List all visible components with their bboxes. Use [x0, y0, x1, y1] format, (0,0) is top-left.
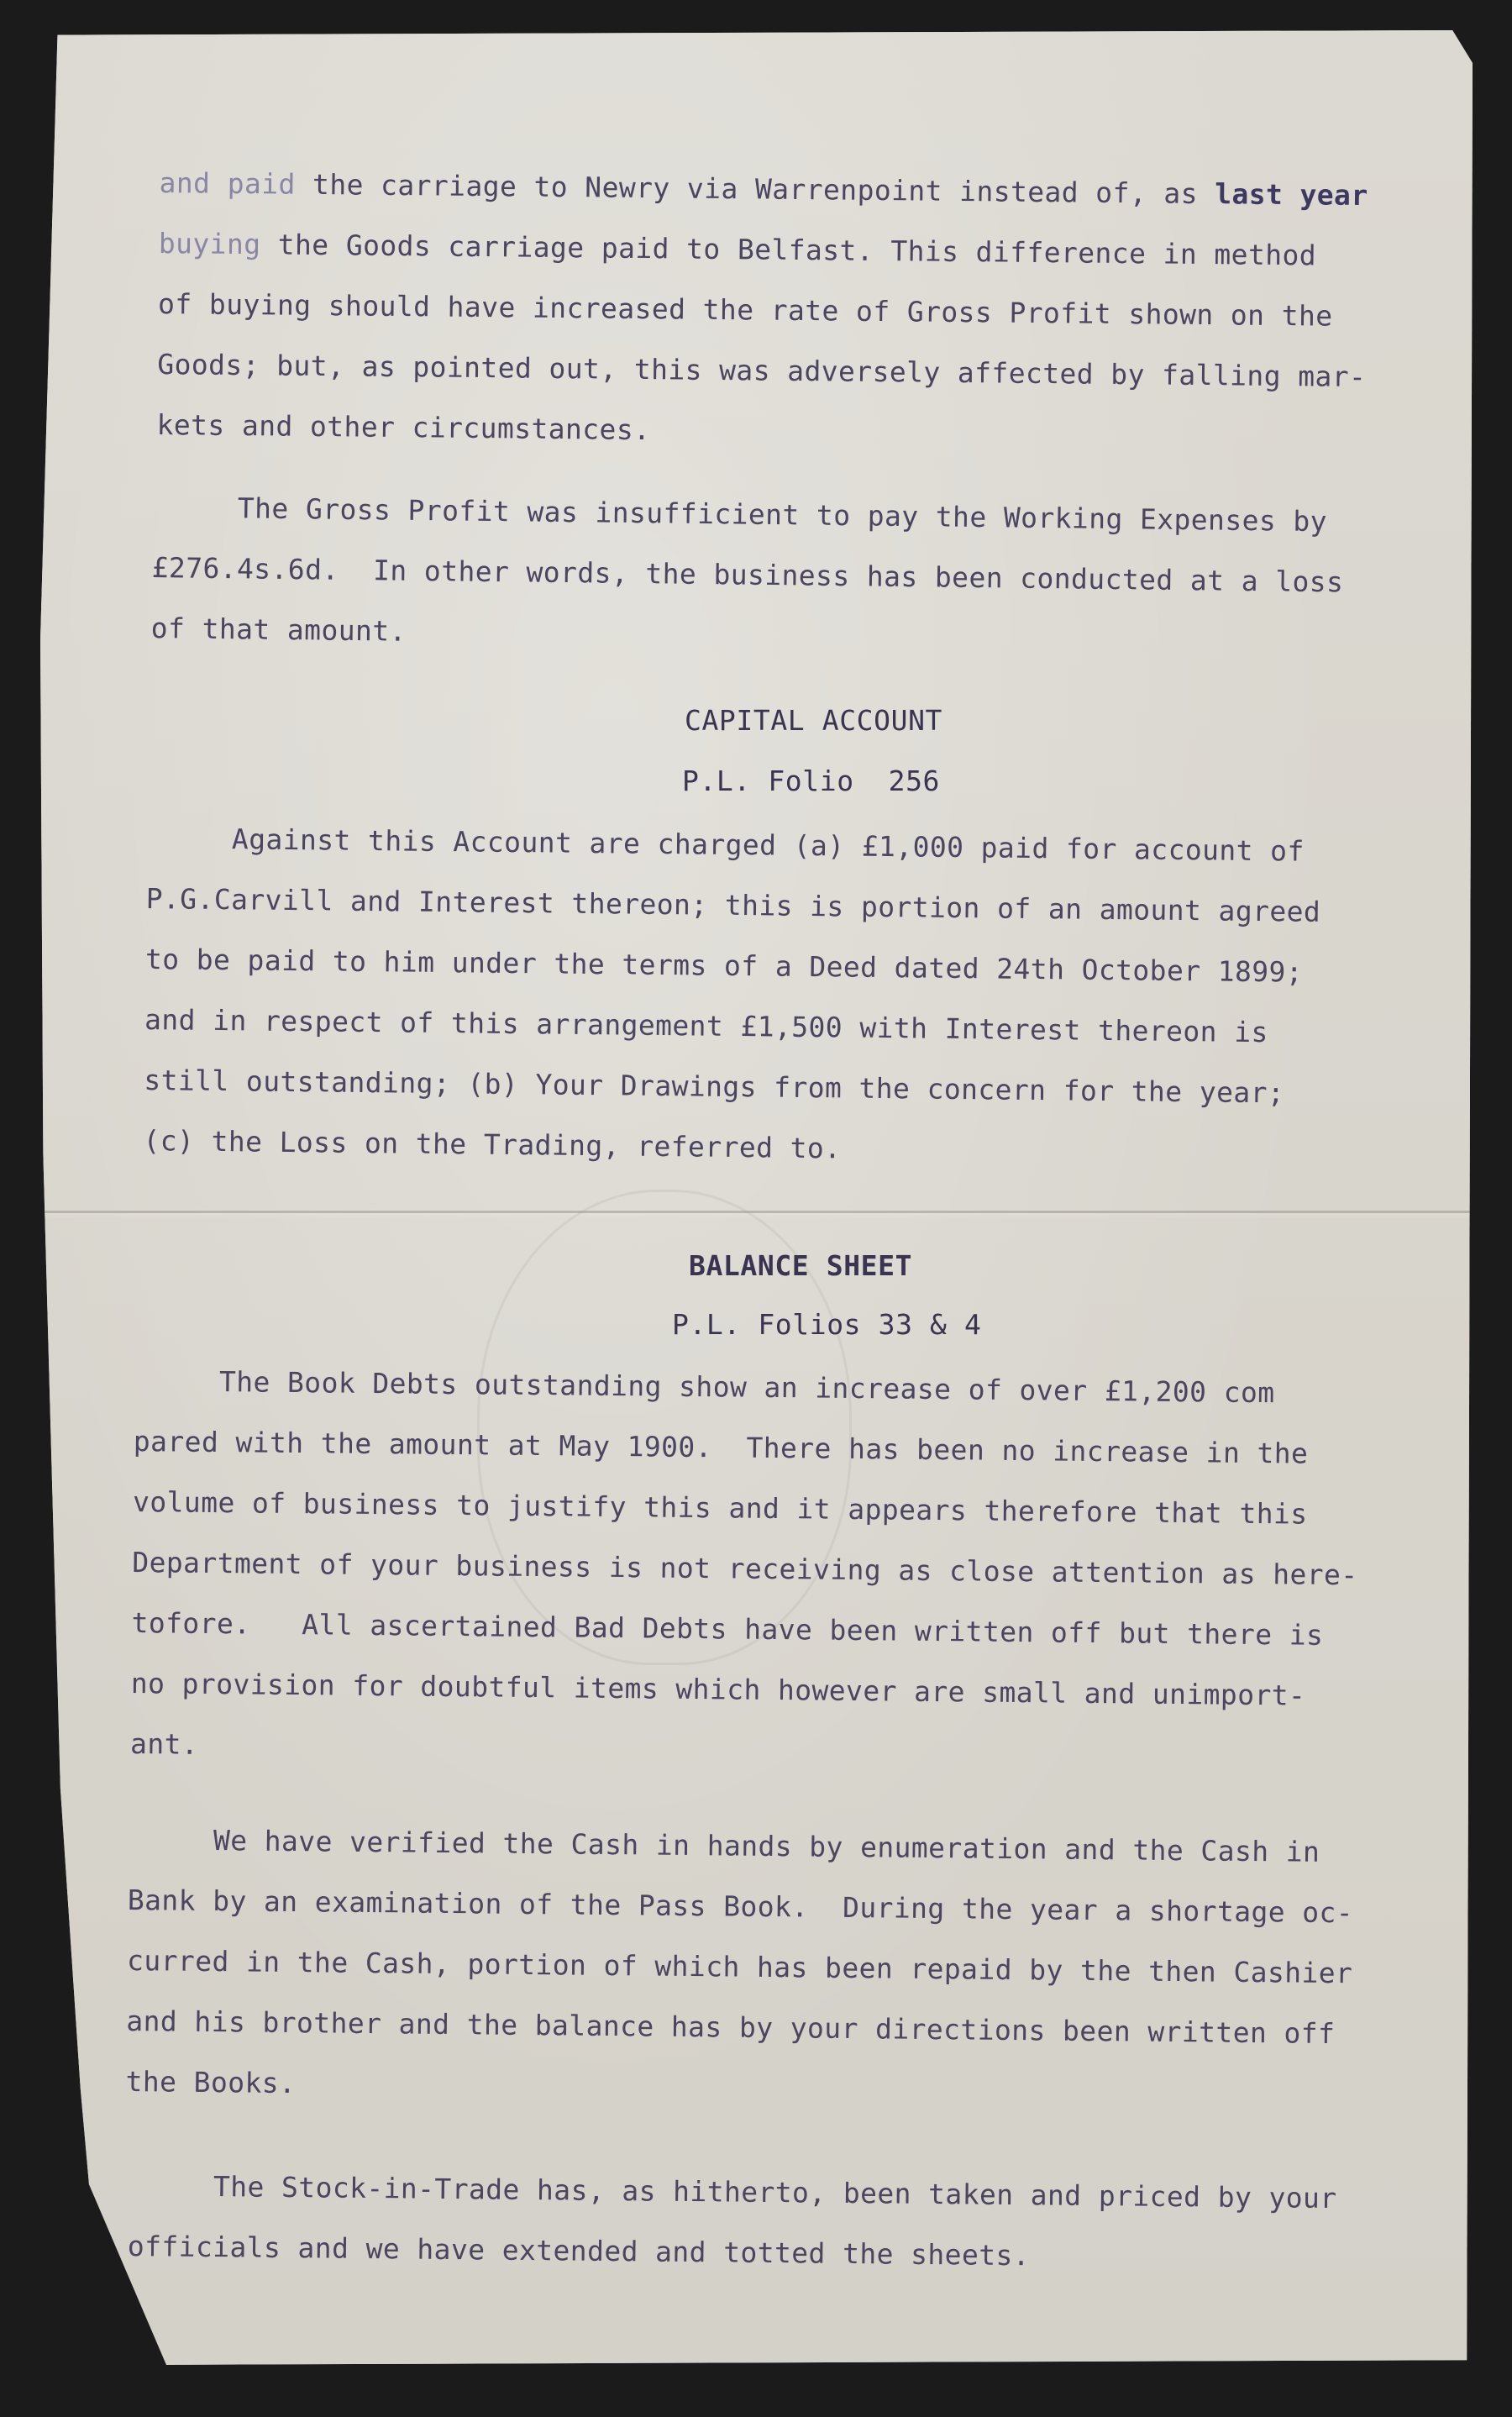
paragraph-line: and his brother and the balance has by your directions been written off — [126, 2004, 1336, 2051]
intro-paragraph — [156, 153, 1368, 468]
paragraph-line: no provision for doubtful items which however are small and unimport- — [130, 1666, 1306, 1712]
capital-account-folio: P.L. Folio 256 — [682, 765, 941, 797]
paragraph-line: P.G.Carvill and Interest thereon; this is portion of an amount agreed — [145, 881, 1321, 928]
line-text: the carriage to Newry via Warrenpoint instead of, as — [295, 167, 1215, 211]
intro-line: of buying should have increased the rate of Gross Profit shown on the — [157, 286, 1333, 333]
cash-paragraph — [125, 1810, 1354, 2125]
capital-account-heading: CAPITAL ACCOUNT — [685, 704, 943, 737]
paragraph-line: tofore. All ascertained Bad Debts have been written off but there is — [131, 1605, 1324, 1652]
balance-sheet-paragraph — [130, 1351, 1360, 1787]
intro-line: Goods; but, as pointed out, this was adversely affected by falling mar- — [157, 347, 1367, 394]
bold-text: last year — [1214, 177, 1368, 213]
paragraph-line: to be paid to him under the terms of a Deed dated 24th October 1899; — [144, 942, 1304, 989]
paragraph-line: £276.4s.6d. In other words, the business has been conducted at a loss — [151, 550, 1344, 599]
paragraph-line: The Stock-in-Trade has, as hitherto, been taken and priced by your — [128, 2168, 1337, 2215]
paragraph-line: Against this Account are charged (a) £1,000 paid for account of — [146, 821, 1305, 868]
intro-line: kets and other circumstances. — [156, 407, 651, 447]
balance-sheet-folio: P.L. Folios 33 & 4 — [672, 1308, 982, 1341]
paragraph-line: volume of business to justify this and it appears therefore that this — [132, 1484, 1308, 1531]
faded-text: buying — [158, 226, 261, 261]
paragraph-line: officials and we have extended and totted the sheets. — [127, 2229, 1031, 2273]
paragraph-line: of that amount. — [150, 611, 407, 648]
paragraph-line: and in respect of this arrangement £1,500 with Interest thereon is — [144, 1002, 1268, 1049]
capital-account-paragraph — [143, 808, 1321, 1185]
paragraph-line: curred in the Cash, portion of which has been repaid by the then Cashier — [126, 1943, 1353, 1990]
paragraph-line: still outstanding; (b) Your Drawings from the concern for the year; — [144, 1063, 1285, 1110]
paper-fold-line — [40, 1211, 1473, 1213]
stock-paragraph — [127, 2156, 1336, 2289]
paragraph-line: Department of your business is not receiving as close attention as here- — [132, 1545, 1358, 1592]
gross-profit-paragraph — [150, 477, 1344, 673]
paragraph-line: the Books. — [125, 2064, 297, 2100]
paragraph-line: pared with the amount at May 1900. There has been no increase in the — [133, 1424, 1309, 1470]
paragraph-line: (c) the Loss on the Trading, referred to. — [143, 1123, 842, 1165]
paragraph-line: ant. — [129, 1726, 199, 1761]
balance-sheet-heading: BALANCE SHEET — [689, 1249, 913, 1282]
paragraph-line: The Book Debts outstanding show an increase of over £1,200 com — [134, 1364, 1275, 1410]
faded-text: and paid — [159, 166, 296, 201]
paragraph-line: Bank by an examination of the Pass Book. During the year a shortage oc- — [127, 1883, 1354, 1930]
line-text: the Goods carriage paid to Belfast. This difference in method — [260, 228, 1317, 272]
paragraph-line: We have verified the Cash in hands by enumeration and the Cash in — [128, 1822, 1320, 1868]
paragraph-line: The Gross Profit was insufficient to pay the Working Expenses by — [152, 490, 1328, 539]
